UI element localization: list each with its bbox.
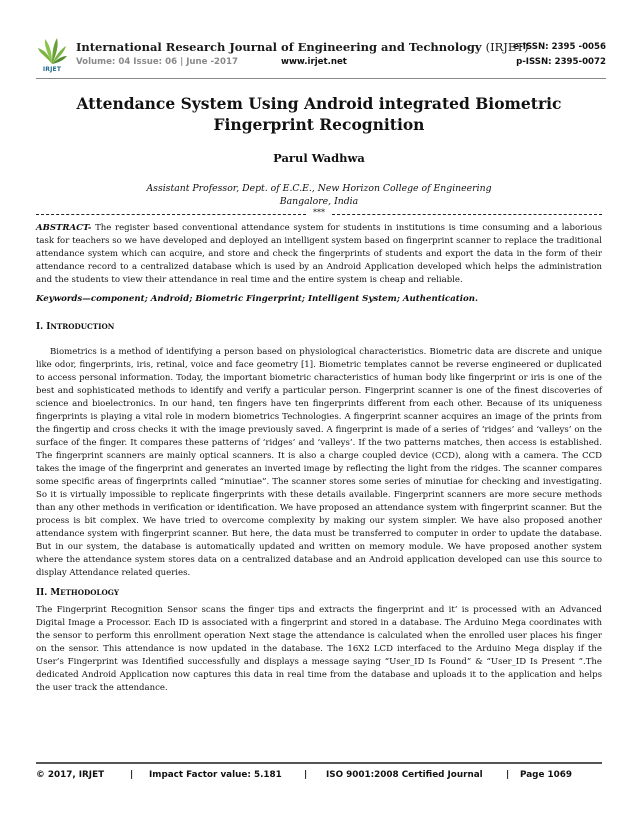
journal-title: [76, 40, 528, 54]
author-name: Parul Wadhwa: [273, 151, 365, 165]
abstract-label: ABSTRACT-: [36, 223, 92, 233]
abstract: [36, 222, 602, 287]
separator-line-left: [36, 214, 306, 215]
footer-separator: |: [130, 770, 134, 780]
separator-mark: ***: [306, 208, 332, 217]
journal-name: International Research Journal of Engineering and Technology: [76, 40, 482, 54]
footer-separator: |: [506, 770, 510, 780]
introduction-text: Biometrics is a method of identifying a person based on physiological characteristics. Biometric data are discrete and unique like odor, fingerprints, iris, retinal, voice and face geometry [1]. Biometric templates cannot be reverse engineered or duplicated to access personal information. Today, the important biometric characteristics of human body like fingerprint or iris is one of the best and sophisticated methods to identify and verify a particular person. Fingerprint scanner is one of the finest discoveries of science and bioelectronics. In our hand, ten fingers have ten fingerprints different from each other. Because of its uniqueness fingerprints is playing a vital role in modern biometrics Technologies. A fingerprint scanner acquires an image of the prints from the fingertip and cross checks it with the image previously saved. A fingerprint is made of a series of ‘ridges’ and ‘valleys’ on the surface of the finger. It compares these patterns of ‘ridges’ and ‘valleys’. If the two patterns matches, then access is established. The fingerprint scanners are mainly optical scanners. It is also a charge coupled device (CCD), along with a camera. The CCD takes the image of the fingerprint and generates an inverted image by reflecting the light from the ridges. The scanner compares some specific areas of fingerprints called “minutiae”. The scanner stores some series of minutiae for checking and investigating. So it is virtually impossible to replicate fingerprints with these details available. Fingerprint scanners are more secure methods than any other methods in verification or identification. We have proposed an attendance system with fingerprint scanner. But the process is bit complex. We have tried to overcome complexity by making our system simpler. We have also proposed another attendance system with fingerprint scanner. But here, the data must be transferred to computer in order to update the database. But in our system, the database is automatically updated and written on memory module. We have proposed another system where the attendance system stores data on a centralized database and an Android application developed can use this source to display Attendance related queries.: [36, 347, 602, 578]
footer-separator: |: [304, 770, 308, 780]
footer-divider: [36, 762, 602, 764]
abstract-text: The register based conventional attendance system for students in institutions is time consuming and a laborious task for teachers so we have developed and deployed an intelligent system based on fingerprint scanner to replace the traditional attendance system which can acquire, and store and check the fingerprints of students and export the data in the form of their attendance record to a centralized database which is used by an Android Application developed which helps the administration and the students to view their attendance in real time and the entire system is cheap and reliable.: [36, 223, 602, 285]
methodology-paragraph: [36, 604, 602, 695]
issue-info: Volume: 04 Issue: 06 | June -2017: [76, 57, 238, 67]
irjet-logo: [36, 36, 68, 76]
paper-title: Attendance System Using Android integrated Biometric Fingerprint Recognition: [76, 94, 562, 134]
introduction-paragraph: [36, 346, 602, 580]
journal-abbr: (IRJET): [485, 40, 529, 54]
footer-page-number: Page 1069: [520, 770, 572, 780]
logo-text: IRJET: [42, 66, 62, 73]
section-number: II. M: [36, 588, 61, 598]
header-divider: [36, 78, 606, 79]
section-number: I. I: [36, 322, 51, 332]
journal-header: [36, 36, 606, 76]
separator-line-right: [332, 214, 602, 215]
methodology-text: The Fingerprint Recognition Sensor scans the finger tips and extracts the fingerprint and it’ is processed with an Advanced Digital Image a Processor. Each ID is associated with a fingerprint and stored in a database. The Arduino Mega coordinates with the sensor to perform this enrollment operation Next stage the attendance is calculated when the enrolled user places his finger on the sensor. This attendance is now updated in the database. The 16X2 LCD interfaced to the Arduino Mega display if the User’s Fingerprint was Identified successfully and displays a message saying “User_ID Is Found” & “User_ID Is Present ”.The dedicated Android Application now captures this data in real time from the database and uploads it to the application and helps the user track the attendance.: [36, 605, 602, 693]
section-heading-methodology: [36, 588, 119, 598]
section-heading-rest: ETHODOLOGY: [60, 588, 120, 597]
p-issn: p-ISSN: 2395-0072: [516, 57, 606, 67]
section-heading-introduction: [36, 322, 114, 332]
journal-website[interactable]: www.irjet.net: [281, 57, 347, 67]
affiliation-line-1: Assistant Professor, Dept. of E.C.E., New Horizon College of Engineering: [146, 183, 492, 194]
keywords: Keywords—component; Android; Biometric Fingerprint; Intelligent System; Authentication.: [36, 294, 478, 304]
footer-copyright: © 2017, IRJET: [36, 770, 105, 780]
page-footer: [36, 770, 602, 784]
leaf-logo-icon: [36, 36, 68, 66]
affiliation: [36, 182, 602, 208]
footer-iso: ISO 9001:2008 Certified Journal: [326, 770, 483, 780]
section-separator: [36, 210, 602, 220]
section-heading-rest: NTRODUCTION: [50, 322, 115, 331]
affiliation-line-2: Bangalore, India: [279, 196, 359, 207]
e-issn: e-ISSN: 2395 -0056: [513, 42, 606, 52]
footer-impact-factor: Impact Factor value: 5.181: [149, 770, 282, 780]
